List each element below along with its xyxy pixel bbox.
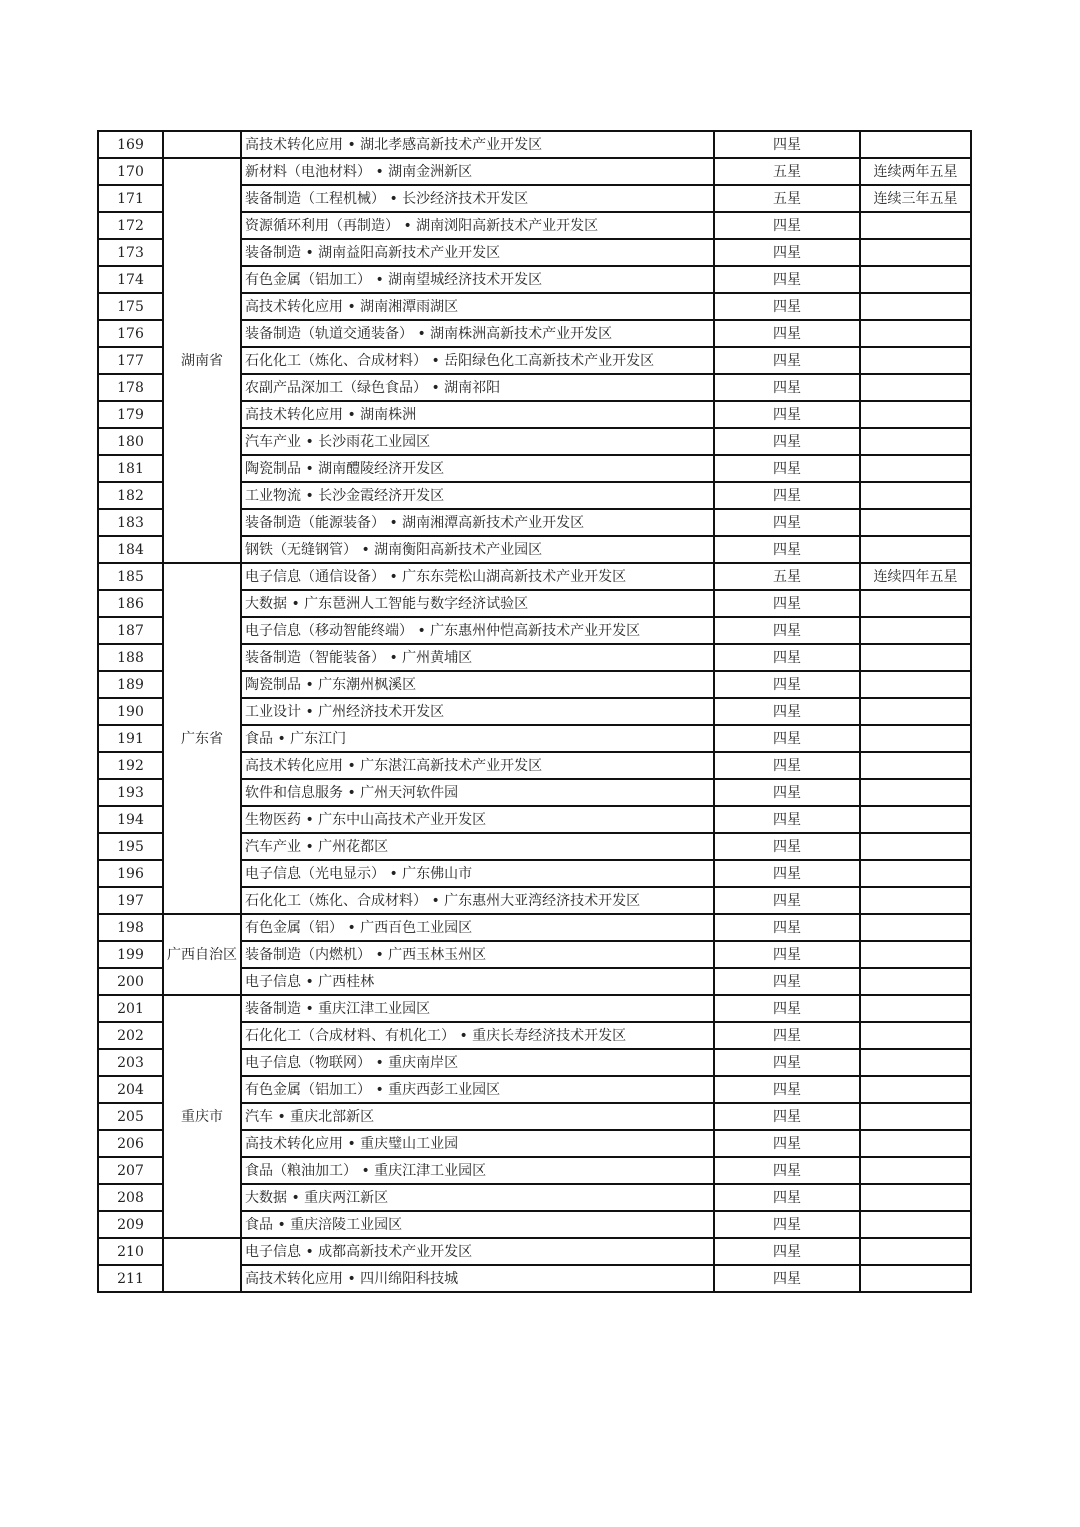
star-rating: 四星 <box>714 536 860 563</box>
star-rating: 四星 <box>714 266 860 293</box>
star-rating: 四星 <box>714 347 860 374</box>
star-rating: 四星 <box>714 995 860 1022</box>
remark <box>860 1049 971 1076</box>
remark <box>860 347 971 374</box>
cluster-name: 装备制造（轨道交通装备） • 湖南株洲高新技术产业开发区 <box>241 320 714 347</box>
star-rating: 四星 <box>714 455 860 482</box>
cluster-name: 装备制造（内燃机） • 广西玉林玉州区 <box>241 941 714 968</box>
cluster-name: 汽车 • 重庆北部新区 <box>241 1103 714 1130</box>
row-number: 176 <box>98 320 163 347</box>
row-number: 197 <box>98 887 163 914</box>
province-cell: 广西自治区 <box>163 914 241 995</box>
remark <box>860 914 971 941</box>
remark <box>860 995 971 1022</box>
row-number: 182 <box>98 482 163 509</box>
cluster-name: 电子信息（移动智能终端） • 广东惠州仲恺高新技术产业开发区 <box>241 617 714 644</box>
star-rating: 四星 <box>714 806 860 833</box>
row-number: 211 <box>98 1265 163 1292</box>
star-rating: 四星 <box>714 1022 860 1049</box>
cluster-name: 陶瓷制品 • 广东潮州枫溪区 <box>241 671 714 698</box>
star-rating: 四星 <box>714 968 860 995</box>
star-rating: 四星 <box>714 860 860 887</box>
row-number: 210 <box>98 1238 163 1265</box>
cluster-name: 高技术转化应用 • 湖南株洲 <box>241 401 714 428</box>
cluster-name: 高技术转化应用 • 广东湛江高新技术产业开发区 <box>241 752 714 779</box>
cluster-name: 装备制造 • 重庆江津工业园区 <box>241 995 714 1022</box>
cluster-name: 钢铁（无缝钢管） • 湖南衡阳高新技术产业园区 <box>241 536 714 563</box>
remark <box>860 1076 971 1103</box>
remark <box>860 1238 971 1265</box>
star-rating: 四星 <box>714 1076 860 1103</box>
table-row <box>98 158 971 185</box>
cluster-name: 食品（粮油加工） • 重庆江津工业园区 <box>241 1157 714 1184</box>
cluster-name: 装备制造（能源装备） • 湖南湘潭高新技术产业开发区 <box>241 509 714 536</box>
row-number: 188 <box>98 644 163 671</box>
province-cell: 重庆市 <box>163 995 241 1238</box>
cluster-name: 高技术转化应用 • 湖南湘潭雨湖区 <box>241 293 714 320</box>
cluster-name: 食品 • 广东江门 <box>241 725 714 752</box>
row-number: 187 <box>98 617 163 644</box>
row-number: 206 <box>98 1130 163 1157</box>
star-rating: 四星 <box>714 1211 860 1238</box>
table-row <box>98 131 971 158</box>
star-rating: 四星 <box>714 1130 860 1157</box>
row-number: 195 <box>98 833 163 860</box>
cluster-name: 新材料（电池材料） • 湖南金洲新区 <box>241 158 714 185</box>
row-number: 200 <box>98 968 163 995</box>
star-rating: 四星 <box>714 428 860 455</box>
row-number: 192 <box>98 752 163 779</box>
cluster-name: 陶瓷制品 • 湖南醴陵经济开发区 <box>241 455 714 482</box>
row-number: 175 <box>98 293 163 320</box>
table-row <box>98 914 971 941</box>
star-rating: 四星 <box>714 1238 860 1265</box>
row-number: 202 <box>98 1022 163 1049</box>
row-number: 171 <box>98 185 163 212</box>
remark <box>860 1184 971 1211</box>
row-number: 178 <box>98 374 163 401</box>
cluster-name: 汽车产业 • 广州花都区 <box>241 833 714 860</box>
remark <box>860 806 971 833</box>
remark <box>860 698 971 725</box>
cluster-name: 高技术转化应用 • 湖北孝感高新技术产业开发区 <box>241 131 714 158</box>
cluster-name: 装备制造（工程机械） • 长沙经济技术开发区 <box>241 185 714 212</box>
remark <box>860 482 971 509</box>
remark <box>860 1022 971 1049</box>
row-number: 172 <box>98 212 163 239</box>
row-number: 205 <box>98 1103 163 1130</box>
remark <box>860 644 971 671</box>
cluster-name: 汽车产业 • 长沙雨花工业园区 <box>241 428 714 455</box>
row-number: 185 <box>98 563 163 590</box>
remark <box>860 752 971 779</box>
table-body <box>98 131 971 1292</box>
row-number: 193 <box>98 779 163 806</box>
star-rating: 四星 <box>714 374 860 401</box>
star-rating: 四星 <box>714 401 860 428</box>
row-number: 194 <box>98 806 163 833</box>
row-number: 201 <box>98 995 163 1022</box>
remark <box>860 833 971 860</box>
remark <box>860 239 971 266</box>
cluster-name: 工业设计 • 广州经济技术开发区 <box>241 698 714 725</box>
row-number: 179 <box>98 401 163 428</box>
star-rating: 四星 <box>714 1265 860 1292</box>
star-rating: 四星 <box>714 887 860 914</box>
cluster-name: 有色金属（铝） • 广西百色工业园区 <box>241 914 714 941</box>
row-number: 186 <box>98 590 163 617</box>
remark <box>860 968 971 995</box>
remark <box>860 1130 971 1157</box>
remark <box>860 374 971 401</box>
row-number: 209 <box>98 1211 163 1238</box>
star-rating: 四星 <box>714 1184 860 1211</box>
row-number: 190 <box>98 698 163 725</box>
cluster-name: 农副产品深加工（绿色食品） • 湖南祁阳 <box>241 374 714 401</box>
star-rating: 四星 <box>714 752 860 779</box>
star-rating: 四星 <box>714 239 860 266</box>
table-row <box>98 563 971 590</box>
row-number: 180 <box>98 428 163 455</box>
cluster-name: 大数据 • 广东琶洲人工智能与数字经济试验区 <box>241 590 714 617</box>
cluster-name: 装备制造（智能装备） • 广州黄埔区 <box>241 644 714 671</box>
star-rating: 四星 <box>714 698 860 725</box>
province-cell: 湖南省 <box>163 158 241 563</box>
remark <box>860 941 971 968</box>
star-rating: 四星 <box>714 1103 860 1130</box>
cluster-name: 电子信息（光电显示） • 广东佛山市 <box>241 860 714 887</box>
row-number: 170 <box>98 158 163 185</box>
cluster-name: 电子信息 • 成都高新技术产业开发区 <box>241 1238 714 1265</box>
remark <box>860 293 971 320</box>
remark <box>860 401 971 428</box>
star-rating: 四星 <box>714 833 860 860</box>
cluster-name: 大数据 • 重庆两江新区 <box>241 1184 714 1211</box>
remark <box>860 131 971 158</box>
cluster-name: 工业物流 • 长沙金霞经济开发区 <box>241 482 714 509</box>
star-rating: 四星 <box>714 644 860 671</box>
remark: 连续三年五星 <box>860 185 971 212</box>
cluster-name: 石化化工（炼化、合成材料） • 广东惠州大亚湾经济技术开发区 <box>241 887 714 914</box>
row-number: 183 <box>98 509 163 536</box>
remark <box>860 725 971 752</box>
cluster-name: 电子信息（通信设备） • 广东东莞松山湖高新技术产业开发区 <box>241 563 714 590</box>
remark <box>860 455 971 482</box>
cluster-name: 食品 • 重庆涪陵工业园区 <box>241 1211 714 1238</box>
star-rating: 四星 <box>714 725 860 752</box>
star-rating: 四星 <box>714 293 860 320</box>
row-number: 191 <box>98 725 163 752</box>
row-number: 189 <box>98 671 163 698</box>
star-rating: 四星 <box>714 212 860 239</box>
star-rating: 四星 <box>714 131 860 158</box>
ranking-table <box>97 130 972 1293</box>
cluster-name: 电子信息（物联网） • 重庆南岸区 <box>241 1049 714 1076</box>
cluster-name: 高技术转化应用 • 重庆璧山工业园 <box>241 1130 714 1157</box>
remark: 连续四年五星 <box>860 563 971 590</box>
cluster-name: 资源循环利用（再制造） • 湖南浏阳高新技术产业开发区 <box>241 212 714 239</box>
remark <box>860 590 971 617</box>
remark <box>860 509 971 536</box>
remark <box>860 1211 971 1238</box>
ranking-table-page <box>97 130 970 1293</box>
star-rating: 四星 <box>714 320 860 347</box>
star-rating: 四星 <box>714 1157 860 1184</box>
cluster-name: 有色金属（铝加工） • 湖南望城经济技术开发区 <box>241 266 714 293</box>
star-rating: 五星 <box>714 158 860 185</box>
remark <box>860 671 971 698</box>
remark <box>860 1265 971 1292</box>
cluster-name: 有色金属（铝加工） • 重庆西彭工业园区 <box>241 1076 714 1103</box>
cluster-name: 生物医药 • 广东中山高技术产业开发区 <box>241 806 714 833</box>
remark <box>860 860 971 887</box>
cluster-name: 石化化工（炼化、合成材料） • 岳阳绿色化工高新技术产业开发区 <box>241 347 714 374</box>
row-number: 196 <box>98 860 163 887</box>
remark <box>860 617 971 644</box>
remark <box>860 536 971 563</box>
cluster-name: 电子信息 • 广西桂林 <box>241 968 714 995</box>
row-number: 199 <box>98 941 163 968</box>
star-rating: 五星 <box>714 563 860 590</box>
table-row <box>98 995 971 1022</box>
star-rating: 四星 <box>714 482 860 509</box>
row-number: 174 <box>98 266 163 293</box>
star-rating: 四星 <box>714 590 860 617</box>
remark <box>860 212 971 239</box>
province-cell <box>163 131 241 158</box>
star-rating: 四星 <box>714 914 860 941</box>
row-number: 184 <box>98 536 163 563</box>
remark <box>860 266 971 293</box>
star-rating: 四星 <box>714 941 860 968</box>
cluster-name: 石化化工（合成材料、有机化工） • 重庆长寿经济技术开发区 <box>241 1022 714 1049</box>
star-rating: 四星 <box>714 617 860 644</box>
remark <box>860 887 971 914</box>
star-rating: 五星 <box>714 185 860 212</box>
row-number: 208 <box>98 1184 163 1211</box>
row-number: 203 <box>98 1049 163 1076</box>
remark <box>860 320 971 347</box>
province-cell <box>163 1238 241 1292</box>
row-number: 198 <box>98 914 163 941</box>
row-number: 177 <box>98 347 163 374</box>
row-number: 204 <box>98 1076 163 1103</box>
star-rating: 四星 <box>714 671 860 698</box>
row-number: 207 <box>98 1157 163 1184</box>
cluster-name: 高技术转化应用 • 四川绵阳科技城 <box>241 1265 714 1292</box>
star-rating: 四星 <box>714 1049 860 1076</box>
row-number: 169 <box>98 131 163 158</box>
province-cell: 广东省 <box>163 563 241 914</box>
row-number: 181 <box>98 455 163 482</box>
remark <box>860 1103 971 1130</box>
remark: 连续两年五星 <box>860 158 971 185</box>
cluster-name: 软件和信息服务 • 广州天河软件园 <box>241 779 714 806</box>
remark <box>860 1157 971 1184</box>
table-row <box>98 1238 971 1265</box>
cluster-name: 装备制造 • 湖南益阳高新技术产业开发区 <box>241 239 714 266</box>
remark <box>860 428 971 455</box>
star-rating: 四星 <box>714 779 860 806</box>
star-rating: 四星 <box>714 509 860 536</box>
row-number: 173 <box>98 239 163 266</box>
remark <box>860 779 971 806</box>
